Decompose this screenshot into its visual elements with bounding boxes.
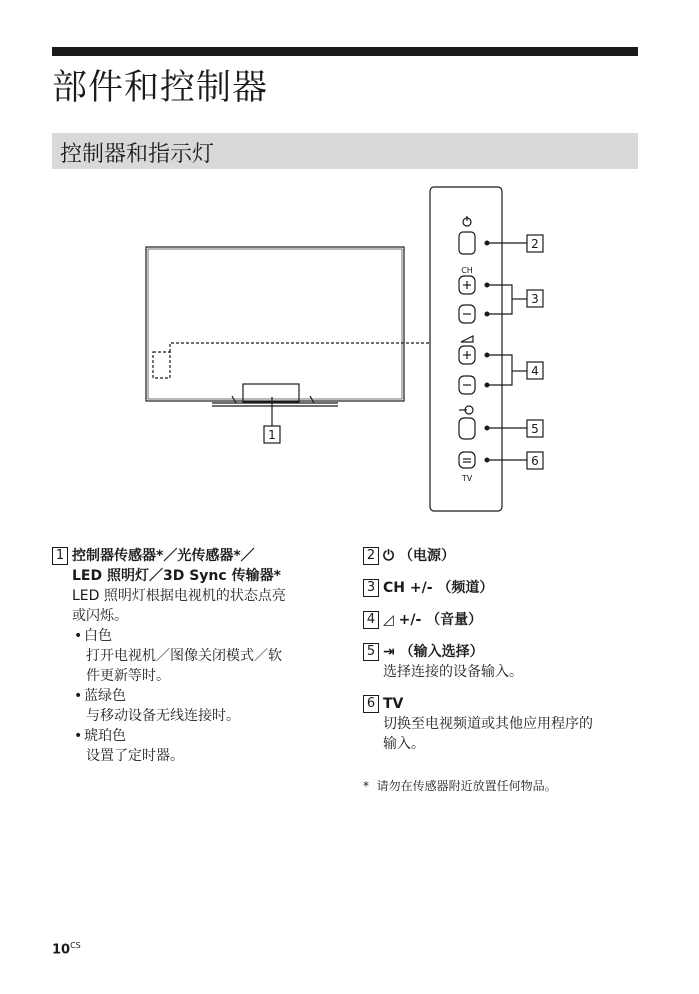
input-button xyxy=(459,418,475,439)
item-2 xyxy=(363,546,653,566)
item-6-heading: TV xyxy=(383,696,404,712)
callout-label-4: 4 xyxy=(531,364,539,378)
section-title: 控制器和指示灯 xyxy=(60,142,215,167)
item-1-number: 1 xyxy=(52,547,68,565)
dot-5 xyxy=(485,426,490,431)
leader-dashed xyxy=(170,343,430,352)
bullet-dot: • xyxy=(74,688,83,704)
item-1-heading-line2: LED 照明灯／3D Sync 传输器* xyxy=(72,568,281,584)
item-3-number: 3 xyxy=(363,579,379,597)
bullet-text: 设置了定时器。 xyxy=(86,748,184,764)
item-4 xyxy=(363,610,653,630)
item-4-heading: +/- （音量） xyxy=(398,612,483,628)
volume-symbol-icon: ◿ xyxy=(383,612,394,628)
item-5-heading-row xyxy=(363,642,653,662)
ch-label: CH xyxy=(461,266,473,275)
bullet-dot: • xyxy=(74,728,83,744)
item-3 xyxy=(363,578,653,598)
page-lang-code: CS xyxy=(70,941,81,950)
callout-label-6: 6 xyxy=(531,454,539,468)
item-1-desc-line2: 或闪烁。 xyxy=(72,608,128,624)
page-title: 部件和控制器 xyxy=(52,68,269,108)
callout-label-5: 5 xyxy=(531,422,539,436)
bullet-cyan xyxy=(52,686,332,706)
stand-leg-left xyxy=(232,396,236,403)
footnote-text: 请勿在传感器附近放置任何物品。 xyxy=(376,779,557,793)
dot-4a xyxy=(485,353,490,358)
input-symbol-icon: ⇥ xyxy=(383,644,395,660)
item-1-heading xyxy=(52,546,332,566)
stand-leg-right xyxy=(310,396,314,403)
item-4-number: 4 xyxy=(363,611,379,629)
bullet-amber xyxy=(52,726,332,746)
item-2-heading: （电源） xyxy=(398,548,455,564)
callout-label-1: 1 xyxy=(268,428,276,442)
tv-button xyxy=(459,452,475,468)
item-1-heading-line1: 控制器传感器*／光传感器*／ xyxy=(72,548,255,564)
bullet-text: 件更新等时。 xyxy=(86,668,170,684)
power-button xyxy=(459,232,475,254)
sensor-area xyxy=(153,352,170,378)
item-1-block xyxy=(52,546,332,766)
callout-label-2: 2 xyxy=(531,237,539,251)
bullet-label: 琥珀色 xyxy=(84,728,126,744)
callout-label-3: 3 xyxy=(531,292,539,306)
item-6-heading-row xyxy=(363,694,653,714)
volume-icon xyxy=(461,336,473,342)
leader-3a xyxy=(487,285,512,314)
dot-6 xyxy=(485,458,490,463)
page-number xyxy=(52,941,81,957)
footnote xyxy=(363,776,653,796)
item-6-number: 6 xyxy=(363,695,379,713)
items-right-column xyxy=(363,546,653,796)
bullet-dot: • xyxy=(74,628,83,644)
item-5-heading: （输入选择） xyxy=(399,644,484,660)
item-2-number: 2 xyxy=(363,547,379,565)
item-3-heading: CH +/- （频道） xyxy=(383,580,494,596)
page-number-value: 10 xyxy=(52,942,71,958)
bullet-label: 白色 xyxy=(84,628,112,644)
footnote-mark: * xyxy=(363,779,369,793)
power-symbol-icon: ⏻ xyxy=(383,548,395,564)
tv-screen xyxy=(148,249,402,399)
item-6-desc-line1: 切换至电视频道或其他应用程序的 xyxy=(383,716,593,732)
dot-4b xyxy=(485,383,490,388)
item-1-desc-line1: LED 照明灯根据电视机的状态点亮 xyxy=(72,588,286,604)
bullet-label: 蓝绿色 xyxy=(84,688,126,704)
tv-body xyxy=(146,247,404,401)
dot-2 xyxy=(485,241,490,246)
leader-4a xyxy=(487,355,512,385)
dot-3a xyxy=(485,283,490,288)
item-6-desc-line2: 输入。 xyxy=(383,736,425,752)
tv-label: TV xyxy=(461,474,473,483)
item-5-number: 5 xyxy=(363,643,379,661)
item-5-desc: 选择连接的设备输入。 xyxy=(383,664,523,680)
bullet-text: 与移动设备无线连接时。 xyxy=(86,708,240,724)
bullet-text: 打开电视机／图像关闭模式／软 xyxy=(86,648,282,664)
bullet-white xyxy=(52,626,332,646)
item-6 xyxy=(363,694,653,754)
item-5 xyxy=(363,642,653,682)
dot-3b xyxy=(485,312,490,317)
